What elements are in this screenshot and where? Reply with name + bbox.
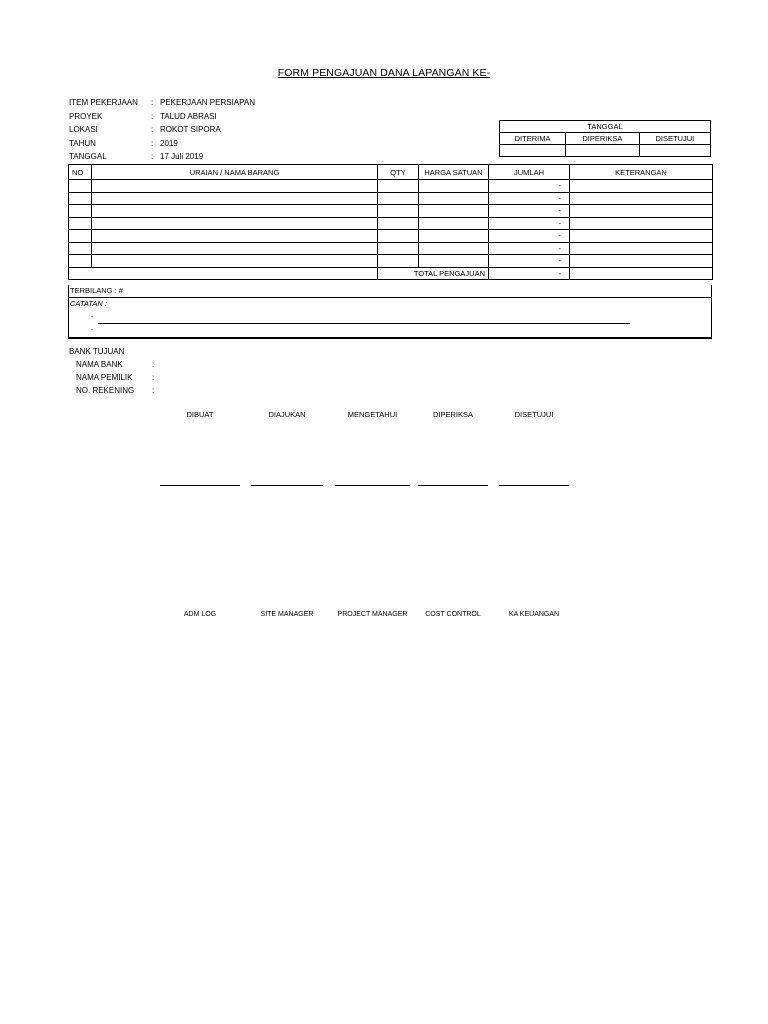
cell-no[interactable]	[69, 205, 92, 218]
info-row-tahun	[69, 137, 255, 151]
col-header-uraian: URAIAN / NAMA BARANG	[92, 165, 378, 180]
table-row	[69, 217, 713, 230]
signature-line-diajukan[interactable]	[251, 485, 323, 486]
cell-qty[interactable]	[378, 180, 419, 193]
info-colon: :	[151, 111, 154, 121]
info-label: TAHUN	[69, 138, 96, 148]
cell-uraian[interactable]	[92, 217, 378, 230]
cell-harga[interactable]	[419, 217, 489, 230]
signature-role-ka-keuangan: KA KEUANGAN	[508, 611, 560, 618]
cell-keterangan[interactable]	[570, 180, 713, 193]
signature-role-project-manager: PROJECT MANAGER	[337, 611, 408, 618]
info-colon: :	[151, 138, 154, 148]
info-row-item-pekerjaan	[69, 96, 255, 110]
cell-no[interactable]	[69, 242, 92, 255]
cell-no[interactable]	[69, 192, 92, 205]
total-row	[69, 267, 713, 280]
catatan-bullet-1: -	[91, 312, 94, 321]
cell-uraian[interactable]	[92, 230, 378, 243]
total-pengajuan-value: -	[489, 267, 570, 280]
cell-qty[interactable]	[378, 192, 419, 205]
table-row	[69, 242, 713, 255]
catatan-label: CATATAN :	[70, 299, 107, 308]
cell-jumlah: -	[489, 217, 570, 230]
cell-keterangan[interactable]	[570, 192, 713, 205]
cell-keterangan[interactable]	[570, 205, 713, 218]
bank-field-colon: :	[152, 373, 155, 382]
info-label: LOKASI	[69, 125, 98, 134]
col-header-qty: QTY	[378, 165, 419, 180]
info-label: ITEM PEKERJAAN	[69, 98, 138, 107]
info-colon: :	[151, 98, 154, 107]
cell-uraian[interactable]	[92, 255, 378, 268]
cell-jumlah: -	[489, 180, 570, 193]
bank-field-label: NO. REKENING	[76, 386, 135, 395]
items-table	[68, 164, 713, 280]
cell-qty[interactable]	[378, 255, 419, 268]
table-row	[69, 255, 713, 268]
signature-line-dibuat[interactable]	[160, 485, 240, 486]
signature-label-diperiksa: DIPERIKSA	[432, 410, 473, 419]
bank-field-colon: :	[152, 386, 155, 395]
table-row	[69, 180, 713, 193]
approval-date-table	[499, 120, 711, 157]
cell-jumlah: -	[489, 242, 570, 255]
cell-keterangan[interactable]	[570, 217, 713, 230]
bank-field-label: NAMA PEMILIK	[76, 373, 133, 382]
cell-keterangan[interactable]	[570, 255, 713, 268]
signature-role-cost-control: COST CONTROL	[425, 611, 481, 618]
cell-keterangan[interactable]	[570, 242, 713, 255]
total-blank-keterangan	[570, 267, 713, 280]
cell-harga[interactable]	[419, 255, 489, 268]
info-colon: :	[151, 152, 154, 161]
table-row	[69, 230, 713, 243]
bank-field-label: NAMA BANK	[76, 360, 123, 369]
info-colon: :	[151, 125, 154, 134]
signature-label-disetujui: DISETUJUI	[514, 410, 554, 419]
cell-uraian[interactable]	[92, 205, 378, 218]
info-value: TALUD ABRASI	[160, 111, 217, 121]
info-row-tanggal	[69, 150, 255, 164]
col-header-keterangan: KETERANGAN	[570, 165, 713, 180]
signature-line-disetujui[interactable]	[499, 485, 569, 486]
signature-label-dibuat: DIBUAT	[186, 410, 214, 419]
bank-section	[69, 345, 154, 397]
notes-divider	[69, 297, 711, 298]
cell-no[interactable]	[69, 217, 92, 230]
approval-date-diterima[interactable]	[500, 145, 566, 157]
signature-role-adm-log: ADM LOG	[183, 611, 217, 618]
bank-field-no-rekening[interactable]	[69, 384, 154, 397]
total-pengajuan-label: TOTAL PENGAJUAN	[378, 267, 489, 280]
cell-no[interactable]	[69, 255, 92, 268]
cell-qty[interactable]	[378, 242, 419, 255]
info-row-proyek	[69, 110, 255, 124]
approval-col-diperiksa: DIPERIKSA	[566, 133, 640, 145]
cell-qty[interactable]	[378, 230, 419, 243]
cell-harga[interactable]	[419, 192, 489, 205]
info-value: ROKOT SIPORA	[160, 125, 221, 134]
info-value: PEKERJAAN PERSIAPAN	[160, 98, 255, 107]
approval-col-disetujui: DISETUJUI	[639, 133, 710, 145]
table-row	[69, 205, 713, 218]
info-label: TANGGAL	[69, 152, 107, 161]
catatan-bullet-2: -	[91, 325, 94, 334]
col-header-no: NO	[69, 165, 92, 180]
cell-jumlah: -	[489, 205, 570, 218]
terbilang-label: TERBILANG : #	[70, 286, 123, 295]
bank-field-nama-bank[interactable]	[69, 358, 154, 371]
approval-date-diperiksa[interactable]	[566, 145, 640, 157]
form-title: FORM PENGAJUAN DANA LAPANGAN KE-	[277, 67, 491, 79]
info-value: 2019	[160, 138, 178, 148]
cell-jumlah: -	[489, 230, 570, 243]
bank-field-colon: :	[152, 360, 155, 369]
cell-harga[interactable]	[419, 205, 489, 218]
cell-uraian[interactable]	[92, 242, 378, 255]
signature-role-site-manager: SITE MANAGER	[260, 611, 314, 618]
col-header-harga-satuan: HARGA SATUAN	[419, 165, 489, 180]
cell-qty[interactable]	[378, 205, 419, 218]
cell-harga[interactable]	[419, 180, 489, 193]
cell-no[interactable]	[69, 230, 92, 243]
info-row-lokasi	[69, 123, 255, 137]
notes-box	[68, 285, 712, 339]
col-header-jumlah: JUMLAH	[489, 165, 570, 180]
table-row	[69, 192, 713, 205]
cell-uraian[interactable]	[92, 192, 378, 205]
cell-harga[interactable]	[419, 230, 489, 243]
approval-header: TANGGAL	[500, 121, 711, 133]
table-header-row	[69, 165, 713, 180]
catatan-line[interactable]	[98, 323, 630, 324]
bank-field-nama-pemilik[interactable]	[69, 371, 154, 384]
cell-jumlah: -	[489, 192, 570, 205]
approval-date-disetujui[interactable]	[639, 145, 710, 157]
cell-no[interactable]	[69, 180, 92, 193]
cell-harga[interactable]	[419, 242, 489, 255]
info-value: 17 Juli 2019	[160, 152, 204, 161]
signature-label-diajukan: DIAJUKAN	[268, 410, 306, 419]
project-info	[69, 96, 255, 164]
total-blank-no	[69, 267, 92, 280]
cell-keterangan[interactable]	[570, 230, 713, 243]
cell-uraian[interactable]	[92, 180, 378, 193]
cell-qty[interactable]	[378, 217, 419, 230]
info-label: PROYEK	[69, 111, 103, 121]
bank-title: BANK TUJUAN	[69, 347, 125, 356]
cell-jumlah: -	[489, 255, 570, 268]
signature-line-diperiksa[interactable]	[418, 485, 488, 486]
total-blank-uraian	[92, 267, 378, 280]
approval-col-diterima: DITERIMA	[500, 133, 566, 145]
signature-line-mengetahui[interactable]	[335, 485, 410, 486]
signature-label-mengetahui: MENGETAHUI	[347, 410, 398, 419]
